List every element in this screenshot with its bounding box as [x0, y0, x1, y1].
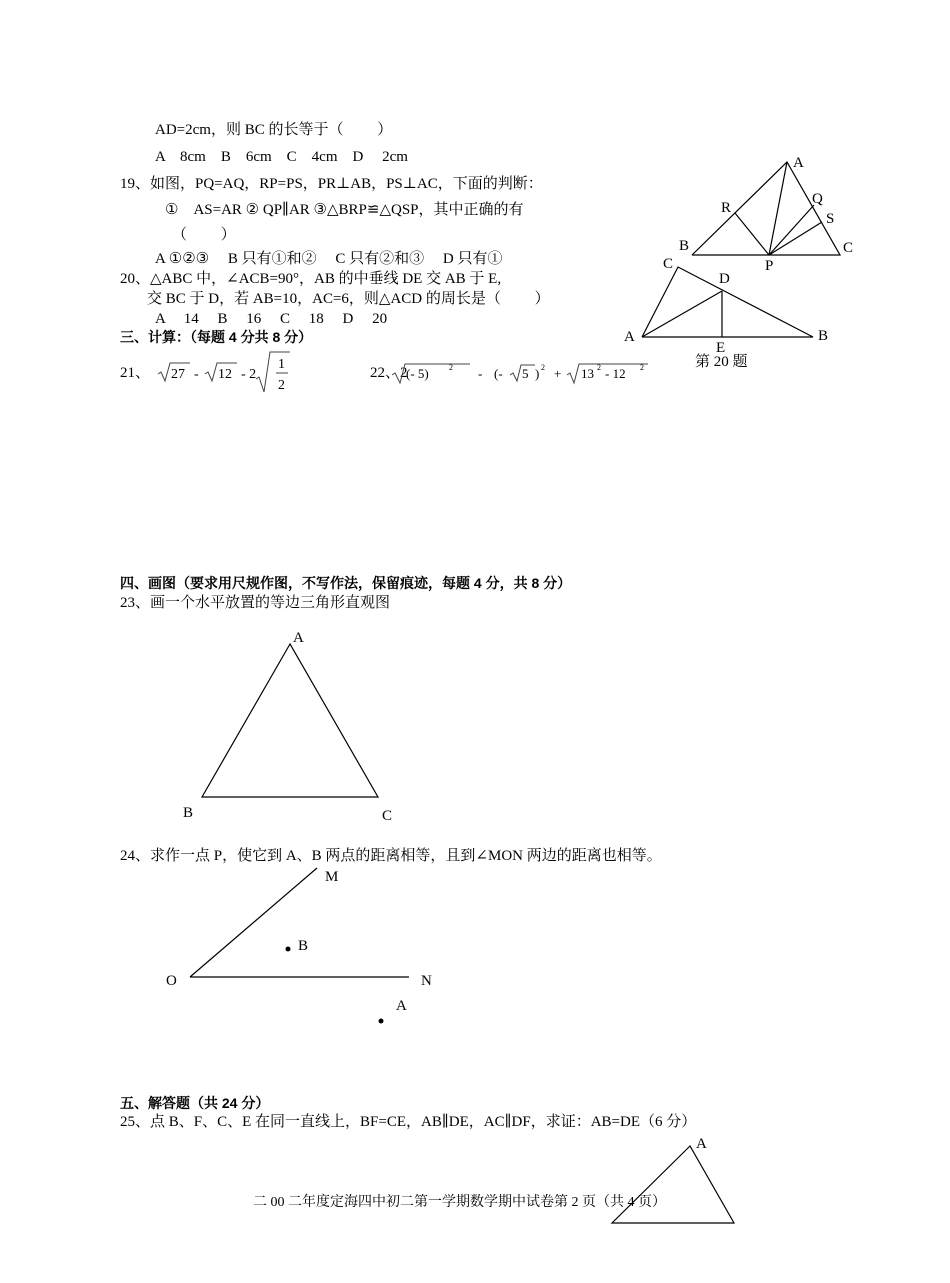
fig20-label-e: E [716, 340, 726, 356]
fig20-label-d: D [719, 271, 730, 287]
q20-options: A 14 B 16 C 18 D 20 [155, 311, 388, 327]
section-3-heading: 三、计算：（每题 4 分共 8 分） [120, 329, 313, 345]
q22-radicand-4: - 12 [605, 366, 626, 381]
q21-number: 21、 [120, 365, 151, 381]
figure-23-triangle [202, 644, 378, 797]
figure-19-triangle [692, 162, 840, 255]
point-b-dot [286, 947, 291, 952]
fig20-caption: 第 20 题 [695, 354, 748, 370]
q22-minus: - [478, 366, 483, 381]
q21-radicand-1: 27 [171, 367, 185, 382]
q18-options: A 8cm B 6cm C 4cm D 2cm [155, 149, 408, 165]
q21-minus-1: - [194, 367, 199, 382]
q19-options: A ①②③ B 只有①和② C 只有②和③ D 只有① [155, 251, 503, 267]
q22-radicand-3: 13 [581, 366, 594, 381]
fig23-label-b: B [183, 805, 194, 821]
point-a-dot [379, 1019, 384, 1024]
fig20-label-c: C [663, 256, 674, 272]
q22-exp-4: 2 [640, 363, 644, 372]
fig20-label-a: A [624, 329, 635, 345]
q22-radicand-1: (- 5) [406, 366, 429, 381]
fig19-label-s: S [826, 211, 835, 227]
q19-stem: 19、如图，PQ=AQ，RP=PS，PR⊥AB，PS⊥AC，下面的判断： [120, 176, 543, 192]
q19-items: ① AS=AR ② QP∥AR ③△BRP≌△QSP，其中正确的有 [165, 202, 524, 218]
fig24-label-b: B [298, 938, 309, 954]
q21-fraction-num: 1 [278, 357, 285, 372]
fig24-label-a: A [396, 998, 407, 1014]
q20-stem-2: 交 BC 于 D，若 AB=10，AC=6，则△ACD 的周长是（ ） [147, 291, 550, 307]
q22-paren-open: (- [494, 366, 503, 381]
fig24-label-n: N [421, 973, 432, 989]
q22-exp-3: 2 [597, 363, 601, 372]
figure-24-angle [190, 868, 409, 977]
figure-25-triangle [612, 1146, 734, 1223]
q21-fraction-den: 2 [278, 378, 285, 393]
fig24-label-o: O [166, 973, 177, 989]
q20-stem: 20、△ABC 中，∠ACB=90°，AB 的中垂线 DE 交 AB 于 E, [120, 271, 502, 287]
fig23-label-c: C [382, 808, 393, 824]
fig23-label-a: A [293, 630, 304, 646]
q22-paren-close: ) [535, 366, 540, 381]
fig25-label-a: A [696, 1136, 707, 1152]
fig19-label-r: R [721, 200, 732, 216]
fig19-label-p: P [765, 258, 774, 274]
section-4-heading: 四、画图（要求用尺规作图，不写作法，保留痕迹，每题 4 分，共 8 分） [120, 575, 572, 591]
page-footer: 二 00 二年度定海四中初二第一学期数学期中试卷第 2 页（共 4 页） [253, 1195, 666, 1210]
q22-radicand-2: 5 [522, 366, 529, 381]
q19-paren: （ ） [172, 227, 236, 243]
q25-text: 25、点 B、F、C、E 在同一直线上，BF=CE，AB∥DE，AC∥DF，求证：AB=DE（6 分） [120, 1114, 697, 1130]
q24-text: 24、求作一点 P，使它到 A、B 两点的距离相等，且到∠MON 两边的距离也相等。 [120, 848, 662, 864]
q22-plus: + [554, 366, 562, 381]
fig19-label-c: C [843, 240, 854, 256]
fig19-label-a: A [793, 155, 804, 171]
q21-minus-2: - 2 [241, 367, 257, 382]
fig19-label-b: B [679, 238, 690, 254]
q21-radicand-2: 12 [218, 367, 232, 382]
q22-number: 22、2 [370, 365, 408, 381]
fig19-label-q: Q [812, 191, 823, 207]
q22-exp-1: 2 [449, 363, 453, 372]
q18-tail: AD=2cm，则 BC 的长等于（ ） [155, 122, 393, 138]
fig20-label-b: B [818, 328, 829, 344]
q22-exp-2: 2 [541, 363, 545, 372]
q23-text: 23、画一个水平放置的等边三角形直观图 [120, 595, 391, 611]
section-5-heading: 五、解答题（共 24 分） [120, 1095, 270, 1111]
fig24-label-m: M [325, 869, 339, 885]
